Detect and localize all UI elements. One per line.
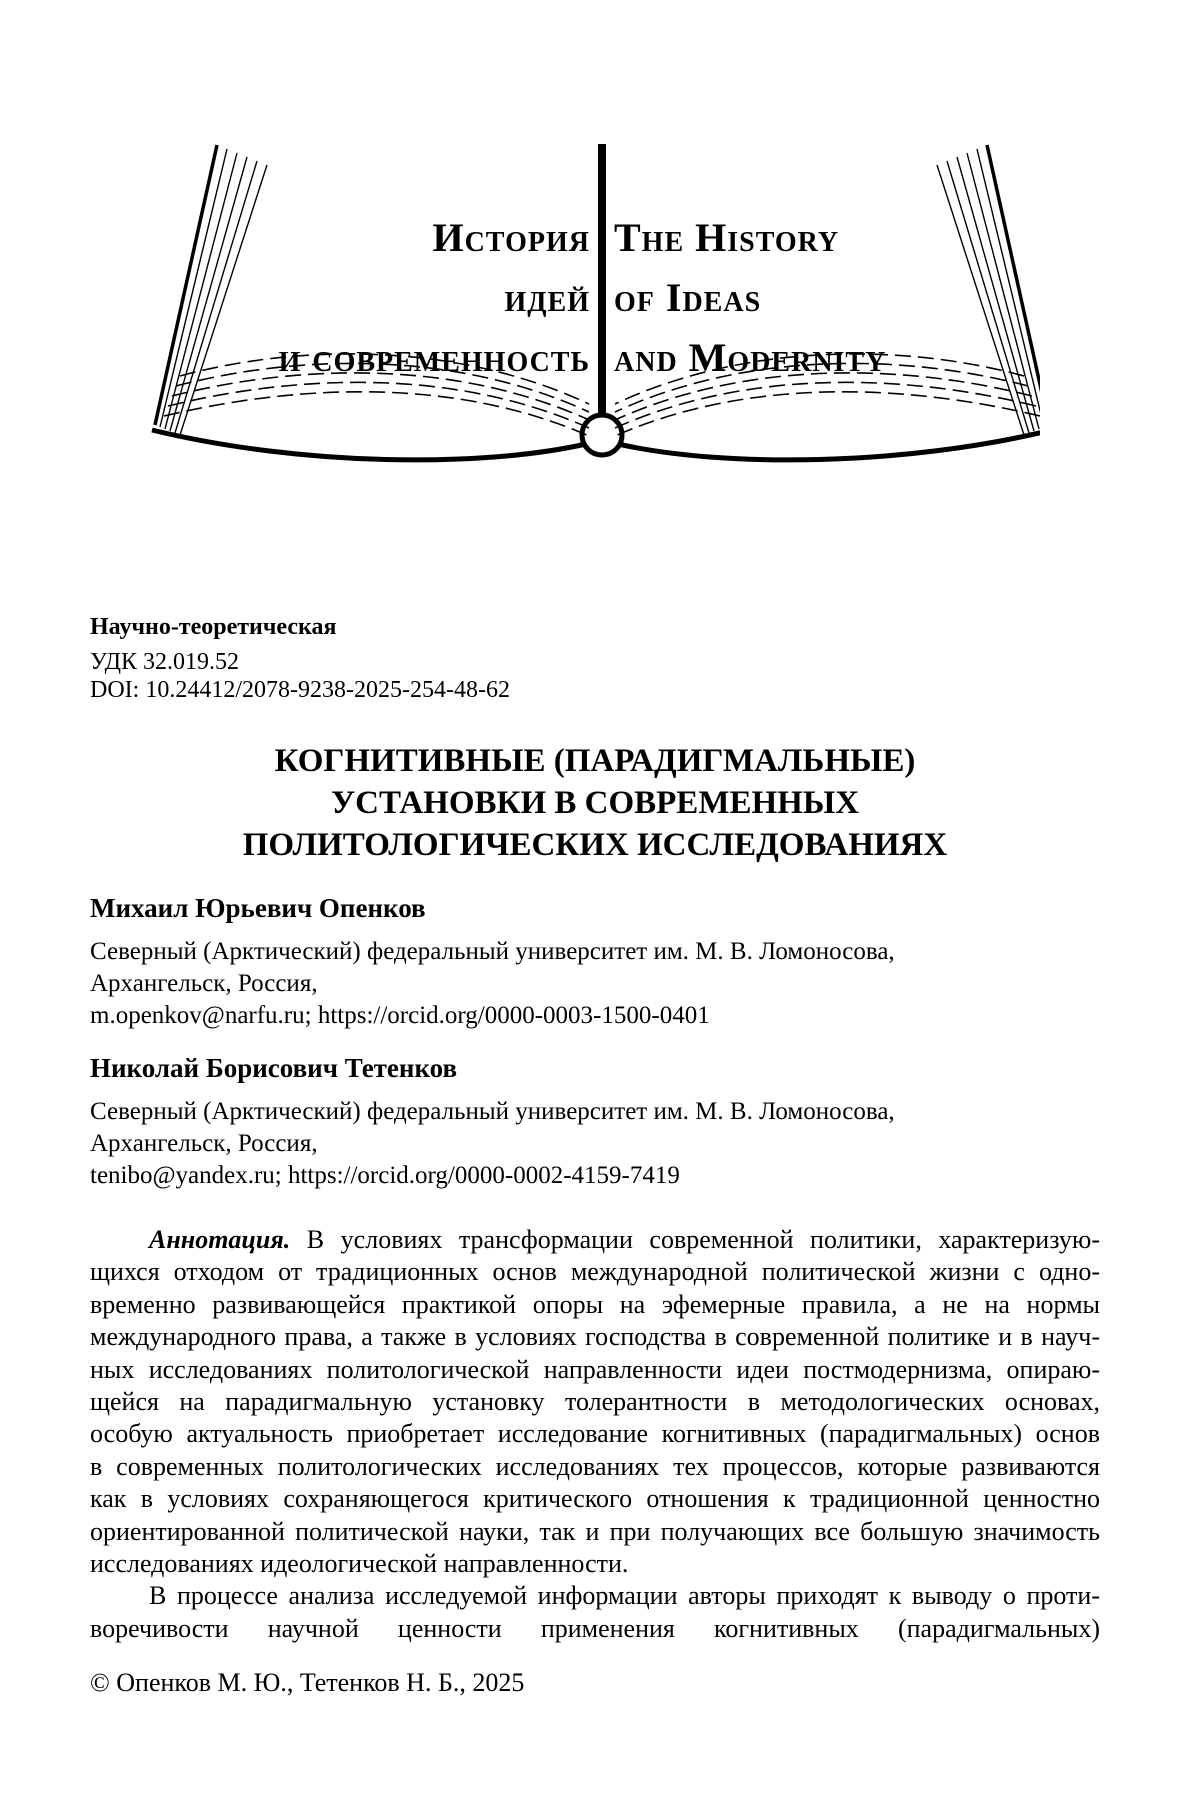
- author-name: Николай Борисович Тетенков: [90, 1053, 458, 1083]
- article-metadata: [90, 614, 510, 704]
- abstract-line: ориентированной политической науки, так и при получающих все большую значимость: [90, 1516, 1100, 1546]
- udk-number: УДК 32.019.52: [90, 649, 239, 675]
- logo-line: and Modernity: [614, 335, 887, 380]
- journal-title-english: [614, 208, 886, 388]
- abstract-label: Аннотация.: [149, 1225, 291, 1254]
- logo-line: The History: [614, 215, 840, 260]
- abstract-line: воречивости научной ценности применения когнитивных (парадигмальных): [90, 1613, 1100, 1643]
- logo-line: идей: [504, 275, 590, 320]
- abstract-line: В процессе анализа исследуемой информации авторы приходят к выводу о проти-: [149, 1581, 1100, 1611]
- author-affiliation: [90, 1096, 1100, 1192]
- author-name: Михаил Юрьевич Опенков: [90, 893, 426, 923]
- abstract-line: исследованиях идеологической направленности.: [90, 1548, 629, 1578]
- abstract-line: как в условиях сохраняющегося критического отношения к традиционной ценностно: [90, 1484, 1100, 1514]
- abstract-paragraph: [90, 1224, 1100, 1645]
- author-contact-line: m.openkov@narfu.ru; https://orcid.org/0000-0003-1500-0401: [90, 1002, 710, 1029]
- journal-logo: [150, 138, 1040, 470]
- article-type-label: Научно-теоретическая: [90, 614, 337, 640]
- affiliation-line: Северный (Арктический) федеральный университет им. М. В. Ломоносова,: [90, 938, 895, 965]
- abstract-line: в современных политологических исследованиях тех процессов, которые развиваются: [90, 1451, 1100, 1481]
- abstract-line: временно развивающейся практикой опоры на эфемерные правила, а не на нормы: [90, 1289, 1100, 1319]
- logo-line: История: [432, 215, 590, 260]
- logo-line: of Ideas: [614, 275, 762, 320]
- copyright-line: © Опенков М. Ю., Тетенков Н. Б., 2025: [90, 1668, 525, 1697]
- doi-number: DOI: 10.24412/2078-9238-2025-254-48-62: [90, 677, 510, 703]
- journal-title-russian: [279, 208, 590, 388]
- abstract-line: международного права, а также в условиях господства в современной политике и в науч-: [90, 1322, 1100, 1352]
- author-contact-line: tenibo@yandex.ru; https://orcid.org/0000-0002-4159-7419: [90, 1162, 680, 1189]
- abstract-line: щейся на парадигмальную установку толерантности в методологических основах,: [90, 1386, 1100, 1416]
- article-title: [90, 740, 1100, 866]
- abstract-line: щихся отходом от традиционных основ международной политической жизни с одно-: [90, 1257, 1100, 1287]
- article-title-line: ПОЛИТОЛОГИЧЕСКИХ ИССЛЕДОВАНИЯХ: [242, 827, 948, 863]
- article-title-line: КОГНИТИВНЫЕ (ПАРАДИГМАЛЬНЫЕ): [274, 743, 916, 779]
- abstract-line: [90, 1224, 1100, 1256]
- abstract-line: ных исследованиях политологической направленности идеи постмодернизма, опираю-: [90, 1354, 1100, 1384]
- affiliation-line: Северный (Арктический) федеральный университет им. М. В. Ломоносова,: [90, 1098, 895, 1125]
- affiliation-line: Архангельск, Россия,: [90, 970, 318, 997]
- logo-line: и современность: [278, 335, 590, 380]
- author-affiliation: [90, 936, 1100, 1032]
- article-title-line: УСТАНОВКИ В СОВРЕМЕННЫХ: [330, 785, 860, 821]
- affiliation-line: Архангельск, Россия,: [90, 1130, 318, 1157]
- abstract-text: В условиях трансформации современной политики, характеризую-: [306, 1225, 1100, 1254]
- abstract-line: особую актуальность приобретает исследование когнитивных (парадигмальных) основ: [90, 1419, 1100, 1449]
